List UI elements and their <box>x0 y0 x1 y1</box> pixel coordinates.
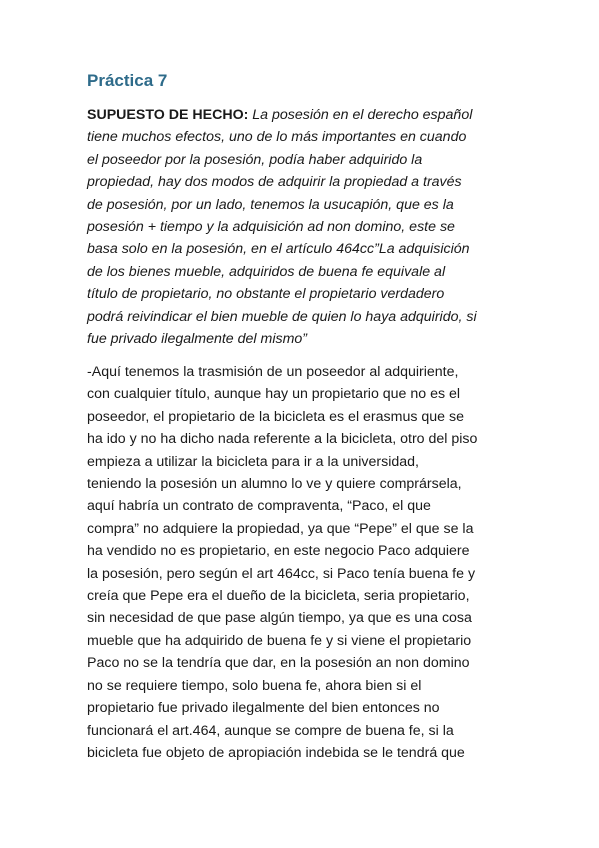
supuesto-line: basa solo en la posesión, en el artículo 464cc”La adquisición <box>87 241 470 258</box>
body-line: poseedor, el propietario de la bicicleta es el erasmus que se <box>87 408 464 425</box>
body-line: mueble que ha adquirido de buena fe y si viene el propietario <box>87 632 472 649</box>
body-line: ha vendido no es propietario, en este negocio Paco adquiere <box>87 543 470 560</box>
body-paragraph <box>87 361 527 764</box>
supuesto-line: posesión + tiempo y la adquisición ad non domino, este se <box>87 219 455 236</box>
body-line: la posesión, pero según el art 464cc, si Paco tenía buena fe y <box>87 565 476 582</box>
supuesto-line: propiedad, hay dos modos de adquirir la propiedad a través <box>87 174 462 191</box>
body-line: creía que Pepe era el dueño de la bicicleta, seria propietario, <box>87 588 470 605</box>
body-line: funcionará el art.464, aunque se compre de buena fe, si la <box>87 722 454 739</box>
supuesto-text: La posesión en el derecho español <box>252 107 473 123</box>
supuesto-line: podrá reivindicar el bien mueble de quien lo haya adquirido, si <box>87 308 477 325</box>
body-line: sin necesidad de que pase algún tiempo, ya que es una cosa <box>87 610 472 627</box>
body-line: ha ido y no ha dicho nada referente a la bicicleta, otro del piso <box>87 431 478 448</box>
supuesto-label: SUPUESTO DE HECHO: <box>87 107 249 123</box>
body-line: bicicleta fue objeto de apropiación indebida se le tendrá que <box>87 744 465 761</box>
body-line: teniendo la posesión un alumno lo ve y quiere comprársela, <box>87 476 462 493</box>
page-title: Práctica 7 <box>87 71 168 90</box>
body-line: con cualquier título, aunque hay un propietario que no es el <box>87 386 461 403</box>
body-line: compra” no adquiere la propiedad, ya que “Pepe” el que se la <box>87 520 474 537</box>
supuesto-paragraph <box>87 104 527 350</box>
supuesto-line: tiene muchos efectos, uno de lo más importantes en cuando <box>87 129 467 146</box>
body-line: empieza a utilizar la bicicleta para ir a la universidad, <box>87 453 419 470</box>
supuesto-line: de los bienes mueble, adquiridos de buena fe equivale al <box>87 263 446 280</box>
body-line: Paco no se la tendría que dar, en la posesión an non domino <box>87 655 470 672</box>
body-line: aquí habría un contrato de compraventa, “Paco, el que <box>87 498 431 515</box>
body-line: -Aquí tenemos la trasmisión de un poseedor al adquiriente, <box>87 364 459 380</box>
body-line: propietario fue privado ilegalmente del bien entonces no <box>87 700 440 717</box>
supuesto-line: el poseedor por la posesión, podía haber adquirido la <box>87 151 423 168</box>
supuesto-line <box>87 104 527 126</box>
supuesto-line: título de propietario, no obstante el propietario verdadero <box>87 286 445 303</box>
supuesto-line: fue privado ilegalmente del mismo” <box>87 331 308 348</box>
body-line: no se requiere tiempo, solo buena fe, ahora bien si el <box>87 677 422 694</box>
supuesto-line: de posesión, por un lado, tenemos la usucapión, que es la <box>87 196 454 213</box>
